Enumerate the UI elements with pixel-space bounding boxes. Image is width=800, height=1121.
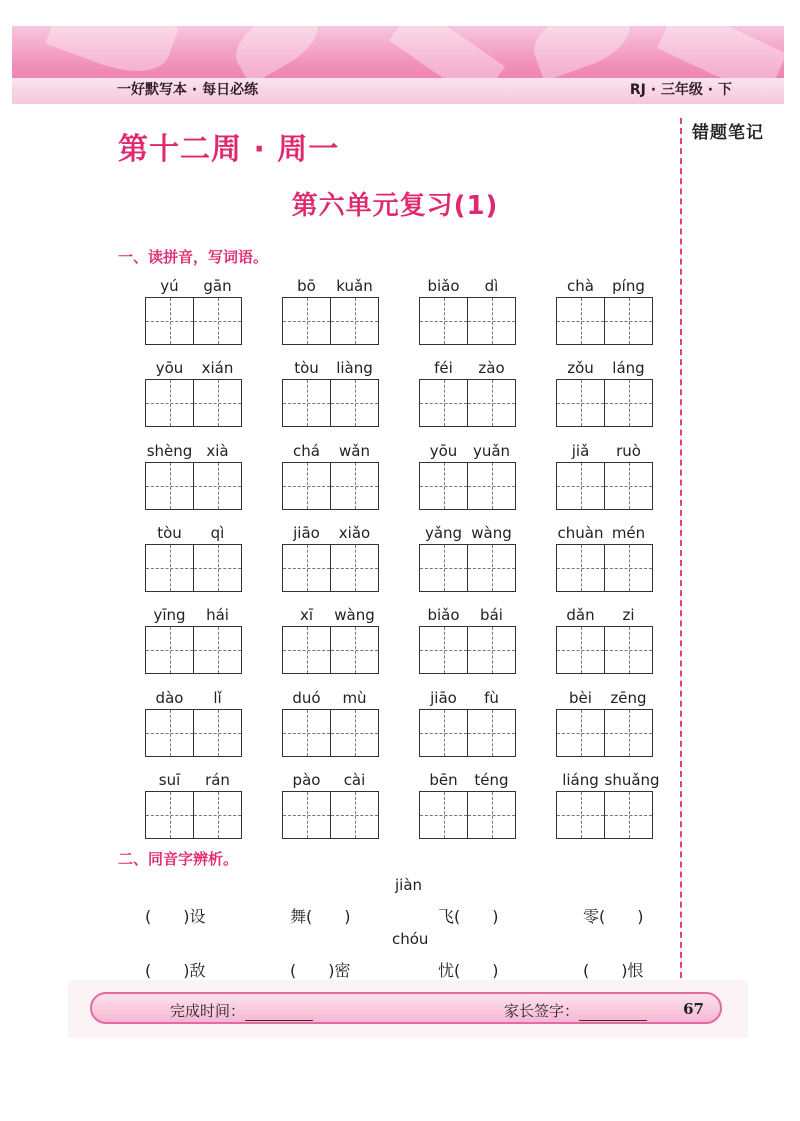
pinyin-syllable: zēng <box>610 688 647 707</box>
writing-boxes <box>282 709 379 757</box>
sidebar-divider <box>680 118 682 988</box>
pinyin-word-cell <box>556 770 660 843</box>
writing-boxes <box>556 462 653 510</box>
writing-box[interactable] <box>193 545 241 591</box>
section-1-title: 一、读拼音，写词语。 <box>118 248 269 266</box>
pinyin-label <box>419 359 516 379</box>
page-number: 67 <box>683 1000 704 1018</box>
writing-boxes <box>556 791 653 839</box>
finish-time-label: 完成时间： <box>170 1002 246 1020</box>
finish-time <box>170 1000 313 1021</box>
pinyin-label <box>282 771 379 791</box>
writing-boxes <box>282 297 379 345</box>
pinyin-syllable: láng <box>612 359 645 378</box>
homophone-blank[interactable]: 零( ) <box>583 907 644 926</box>
writing-box[interactable] <box>557 792 604 838</box>
writing-box[interactable] <box>467 463 515 509</box>
writing-box[interactable] <box>604 792 652 838</box>
pinyin-syllable: xiǎo <box>338 523 371 542</box>
writing-boxes <box>145 297 242 345</box>
parent-sign-field[interactable] <box>579 1006 647 1021</box>
homophone-blank[interactable]: 飞( ) <box>438 907 499 926</box>
pinyin-word-cell <box>282 689 382 761</box>
writing-boxes <box>419 626 516 674</box>
writing-box[interactable] <box>146 627 193 673</box>
pinyin-word-cell <box>145 689 245 761</box>
writing-box[interactable] <box>283 545 330 591</box>
pinyin-syllable: chuàn <box>557 523 604 542</box>
writing-boxes <box>419 297 516 345</box>
pinyin-word-cell <box>282 359 382 431</box>
writing-box[interactable] <box>604 627 652 673</box>
pinyin-syllable: xià <box>206 441 229 460</box>
writing-box[interactable] <box>330 792 378 838</box>
writing-boxes <box>419 544 516 592</box>
writing-box[interactable] <box>557 380 604 426</box>
homophone-blank[interactable]: ( )密 <box>290 961 351 980</box>
pinyin-syllable: chá <box>293 441 320 460</box>
writing-box[interactable] <box>557 463 604 509</box>
homophone-blank[interactable]: 忧( ) <box>438 961 499 980</box>
pinyin-syllable: zǒu <box>567 359 594 378</box>
pinyin-syllable: lǐ <box>213 688 222 707</box>
writing-box[interactable] <box>146 463 193 509</box>
pinyin-label <box>145 524 242 544</box>
pinyin-syllable: jiǎ <box>571 441 590 460</box>
pinyin-word-cell <box>145 524 245 596</box>
pinyin-label <box>419 442 516 462</box>
pinyin-syllable: kuǎn <box>336 277 373 295</box>
pinyin-syllable: mù <box>342 688 367 707</box>
writing-box[interactable] <box>420 627 467 673</box>
pinyin-syllable: bái <box>480 606 503 625</box>
pinyin-label <box>556 689 653 709</box>
writing-box[interactable] <box>146 710 193 756</box>
writing-box[interactable] <box>420 710 467 756</box>
writing-box[interactable] <box>146 792 193 838</box>
pinyin-label <box>556 277 653 297</box>
writing-boxes <box>419 462 516 510</box>
pinyin-syllable: téng <box>474 770 509 789</box>
writing-boxes <box>419 379 516 427</box>
writing-boxes <box>282 379 379 427</box>
pinyin-word-cell <box>419 689 519 761</box>
writing-box[interactable] <box>330 380 378 426</box>
pinyin-label <box>282 442 379 462</box>
writing-box[interactable] <box>467 627 515 673</box>
pinyin-word-cell <box>145 277 245 349</box>
pinyin-syllable: shuǎng <box>604 770 660 789</box>
writing-box[interactable] <box>283 710 330 756</box>
homophone-blank[interactable]: ( )敌 <box>145 961 206 980</box>
pinyin-syllable: tòu <box>157 523 182 542</box>
pinyin-word-cell <box>556 359 656 431</box>
pinyin-syllable: mén <box>611 523 646 542</box>
writing-boxes <box>556 379 653 427</box>
pinyin-label <box>145 277 242 297</box>
pinyin-syllable: rán <box>205 770 230 789</box>
writing-box[interactable] <box>193 380 241 426</box>
writing-boxes <box>556 297 653 345</box>
pinyin-word-cell <box>419 277 519 349</box>
pinyin-syllable: pào <box>292 770 321 789</box>
pinyin-syllable: dì <box>484 277 499 295</box>
pinyin-syllable: suī <box>158 770 181 789</box>
pinyin-syllable: bēn <box>429 770 458 789</box>
pinyin-word-cell <box>556 277 656 349</box>
writing-box[interactable] <box>146 545 193 591</box>
writing-box[interactable] <box>283 463 330 509</box>
writing-boxes <box>145 709 242 757</box>
pinyin-label <box>556 524 653 544</box>
writing-boxes <box>145 544 242 592</box>
pinyin-word-cell <box>145 442 245 514</box>
pinyin-syllable: yú <box>160 277 179 295</box>
footer-bar <box>90 992 722 1024</box>
writing-box[interactable] <box>420 298 467 344</box>
pinyin-word-cell <box>282 442 382 514</box>
pinyin-syllable: qì <box>210 523 225 542</box>
writing-boxes <box>145 791 242 839</box>
writing-box[interactable] <box>330 463 378 509</box>
pinyin-syllable: féi <box>434 359 453 378</box>
writing-box[interactable] <box>330 627 378 673</box>
pinyin-syllable: wǎn <box>339 441 370 460</box>
pinyin-word-cell <box>145 771 245 843</box>
writing-box[interactable] <box>330 545 378 591</box>
book-title: 一好默写本 · 每日必练 <box>117 82 259 98</box>
pinyin-syllable: yōu <box>429 441 458 460</box>
writing-box[interactable] <box>420 380 467 426</box>
pinyin-syllable: ruò <box>616 441 641 460</box>
pinyin-syllable: jiāo <box>430 688 457 707</box>
pinyin-label <box>419 689 516 709</box>
writing-boxes <box>419 709 516 757</box>
header-banner <box>12 26 784 104</box>
pinyin-word-cell <box>282 277 382 349</box>
homophone-blank[interactable]: 舞( ) <box>290 907 351 926</box>
pinyin-syllable: biǎo <box>427 606 460 625</box>
writing-box[interactable] <box>283 298 330 344</box>
writing-box[interactable] <box>467 545 515 591</box>
writing-boxes <box>282 791 379 839</box>
mistake-notes-title: 错题笔记 <box>692 123 764 143</box>
writing-box[interactable] <box>557 627 604 673</box>
parent-signature <box>504 1000 647 1021</box>
pinyin-label <box>556 442 653 462</box>
pinyin-syllable: wàng <box>334 606 375 625</box>
pinyin-syllable: zào <box>478 359 505 378</box>
pinyin-syllable: gān <box>203 277 232 295</box>
pinyin-label <box>419 277 516 297</box>
parent-sign-label: 家长签字： <box>504 1002 580 1020</box>
week-title: 第十二周 · 周一 <box>118 132 340 167</box>
pinyin-syllable: fù <box>484 688 499 707</box>
writing-box[interactable] <box>604 463 652 509</box>
pinyin-syllable: yīng <box>153 606 186 625</box>
writing-box[interactable] <box>420 545 467 591</box>
writing-box[interactable] <box>604 545 652 591</box>
pinyin-word-cell <box>419 606 519 678</box>
pinyin-syllable: cài <box>343 770 366 789</box>
pinyin-label <box>419 524 516 544</box>
pinyin-word-cell <box>556 442 656 514</box>
pinyin-word-cell <box>556 606 656 678</box>
pinyin-label <box>556 606 653 626</box>
pinyin-syllable: dào <box>155 688 184 707</box>
pinyin-syllable: tòu <box>294 359 319 378</box>
pinyin-syllable: duó <box>292 688 321 707</box>
pinyin-syllable: liàng <box>336 359 373 378</box>
writing-box[interactable] <box>604 380 652 426</box>
writing-box[interactable] <box>420 792 467 838</box>
pinyin-syllable: shèng <box>146 441 193 460</box>
writing-box[interactable] <box>283 792 330 838</box>
writing-box[interactable] <box>330 298 378 344</box>
writing-box[interactable] <box>193 463 241 509</box>
pinyin-label <box>145 771 242 791</box>
writing-boxes <box>556 544 653 592</box>
pinyin-word-cell <box>419 771 519 843</box>
pinyin-word-cell <box>282 771 382 843</box>
pinyin-syllable: chà <box>567 277 594 295</box>
writing-boxes <box>556 626 653 674</box>
pinyin-word-cell <box>145 359 245 431</box>
writing-boxes <box>145 462 242 510</box>
writing-box[interactable] <box>467 792 515 838</box>
pinyin-syllable: bō <box>297 277 316 295</box>
homophone-blank[interactable]: ( )设 <box>145 907 206 926</box>
pinyin-syllable: jiāo <box>293 523 320 542</box>
writing-box[interactable] <box>193 792 241 838</box>
pinyin-word-cell <box>556 689 656 761</box>
pinyin-word-cell <box>419 359 519 431</box>
pinyin-syllable: liáng <box>562 770 599 789</box>
pinyin-label <box>282 359 379 379</box>
pinyin-label <box>282 689 379 709</box>
writing-box[interactable] <box>604 298 652 344</box>
writing-box[interactable] <box>193 627 241 673</box>
pinyin-syllable: xī <box>299 606 314 625</box>
writing-box[interactable] <box>146 298 193 344</box>
writing-boxes <box>419 791 516 839</box>
writing-boxes <box>282 544 379 592</box>
pinyin-label <box>145 606 242 626</box>
writing-boxes <box>556 709 653 757</box>
writing-box[interactable] <box>146 380 193 426</box>
pinyin-syllable: biǎo <box>427 277 460 295</box>
pinyin-syllable: yōu <box>155 359 184 378</box>
pinyin-label <box>282 524 379 544</box>
writing-box[interactable] <box>420 463 467 509</box>
writing-box[interactable] <box>330 710 378 756</box>
pinyin-label <box>556 359 653 379</box>
writing-box[interactable] <box>557 298 604 344</box>
pinyin-label <box>145 689 242 709</box>
pinyin-label <box>419 771 516 791</box>
grade-label: RJ · 三年级 · 下 <box>629 82 732 98</box>
pinyin-syllable: dǎn <box>566 606 595 625</box>
pinyin-syllable: yǎng <box>424 523 463 542</box>
writing-box[interactable] <box>557 545 604 591</box>
unit-title: 第六单元复习(1) <box>291 191 499 221</box>
pinyin-word-cell <box>419 524 519 596</box>
pinyin-syllable: zi <box>622 606 635 625</box>
pinyin-label <box>282 277 379 297</box>
homophone-blank[interactable]: ( )恨 <box>583 961 644 980</box>
pinyin-label <box>419 606 516 626</box>
pinyin-syllable: wàng <box>471 523 512 542</box>
pinyin-word-cell <box>419 442 519 514</box>
homophone-pinyin: jiàn <box>395 876 423 894</box>
writing-box[interactable] <box>467 298 515 344</box>
writing-box[interactable] <box>467 380 515 426</box>
pinyin-label <box>282 606 379 626</box>
pinyin-label <box>145 442 242 462</box>
section-2-title: 二、同音字辨析。 <box>118 850 239 868</box>
writing-box[interactable] <box>467 710 515 756</box>
pinyin-syllable: yuǎn <box>472 441 511 460</box>
pinyin-syllable: hái <box>206 606 229 625</box>
pinyin-word-cell <box>145 606 245 678</box>
pinyin-syllable: xián <box>201 359 234 378</box>
pinyin-word-cell <box>282 606 382 678</box>
writing-box[interactable] <box>557 710 604 756</box>
writing-boxes <box>145 626 242 674</box>
writing-box[interactable] <box>193 298 241 344</box>
pinyin-word-cell <box>282 524 382 596</box>
pinyin-syllable: píng <box>612 277 645 295</box>
writing-boxes <box>282 626 379 674</box>
writing-boxes <box>282 462 379 510</box>
pinyin-word-cell <box>556 524 656 596</box>
writing-box[interactable] <box>283 380 330 426</box>
homophone-pinyin: chóu <box>392 930 429 948</box>
writing-boxes <box>145 379 242 427</box>
writing-box[interactable] <box>604 710 652 756</box>
pinyin-label <box>145 359 242 379</box>
finish-time-field[interactable] <box>245 1006 313 1021</box>
pinyin-syllable: bèi <box>569 688 592 707</box>
writing-box[interactable] <box>193 710 241 756</box>
pinyin-label <box>556 770 660 791</box>
writing-box[interactable] <box>283 627 330 673</box>
